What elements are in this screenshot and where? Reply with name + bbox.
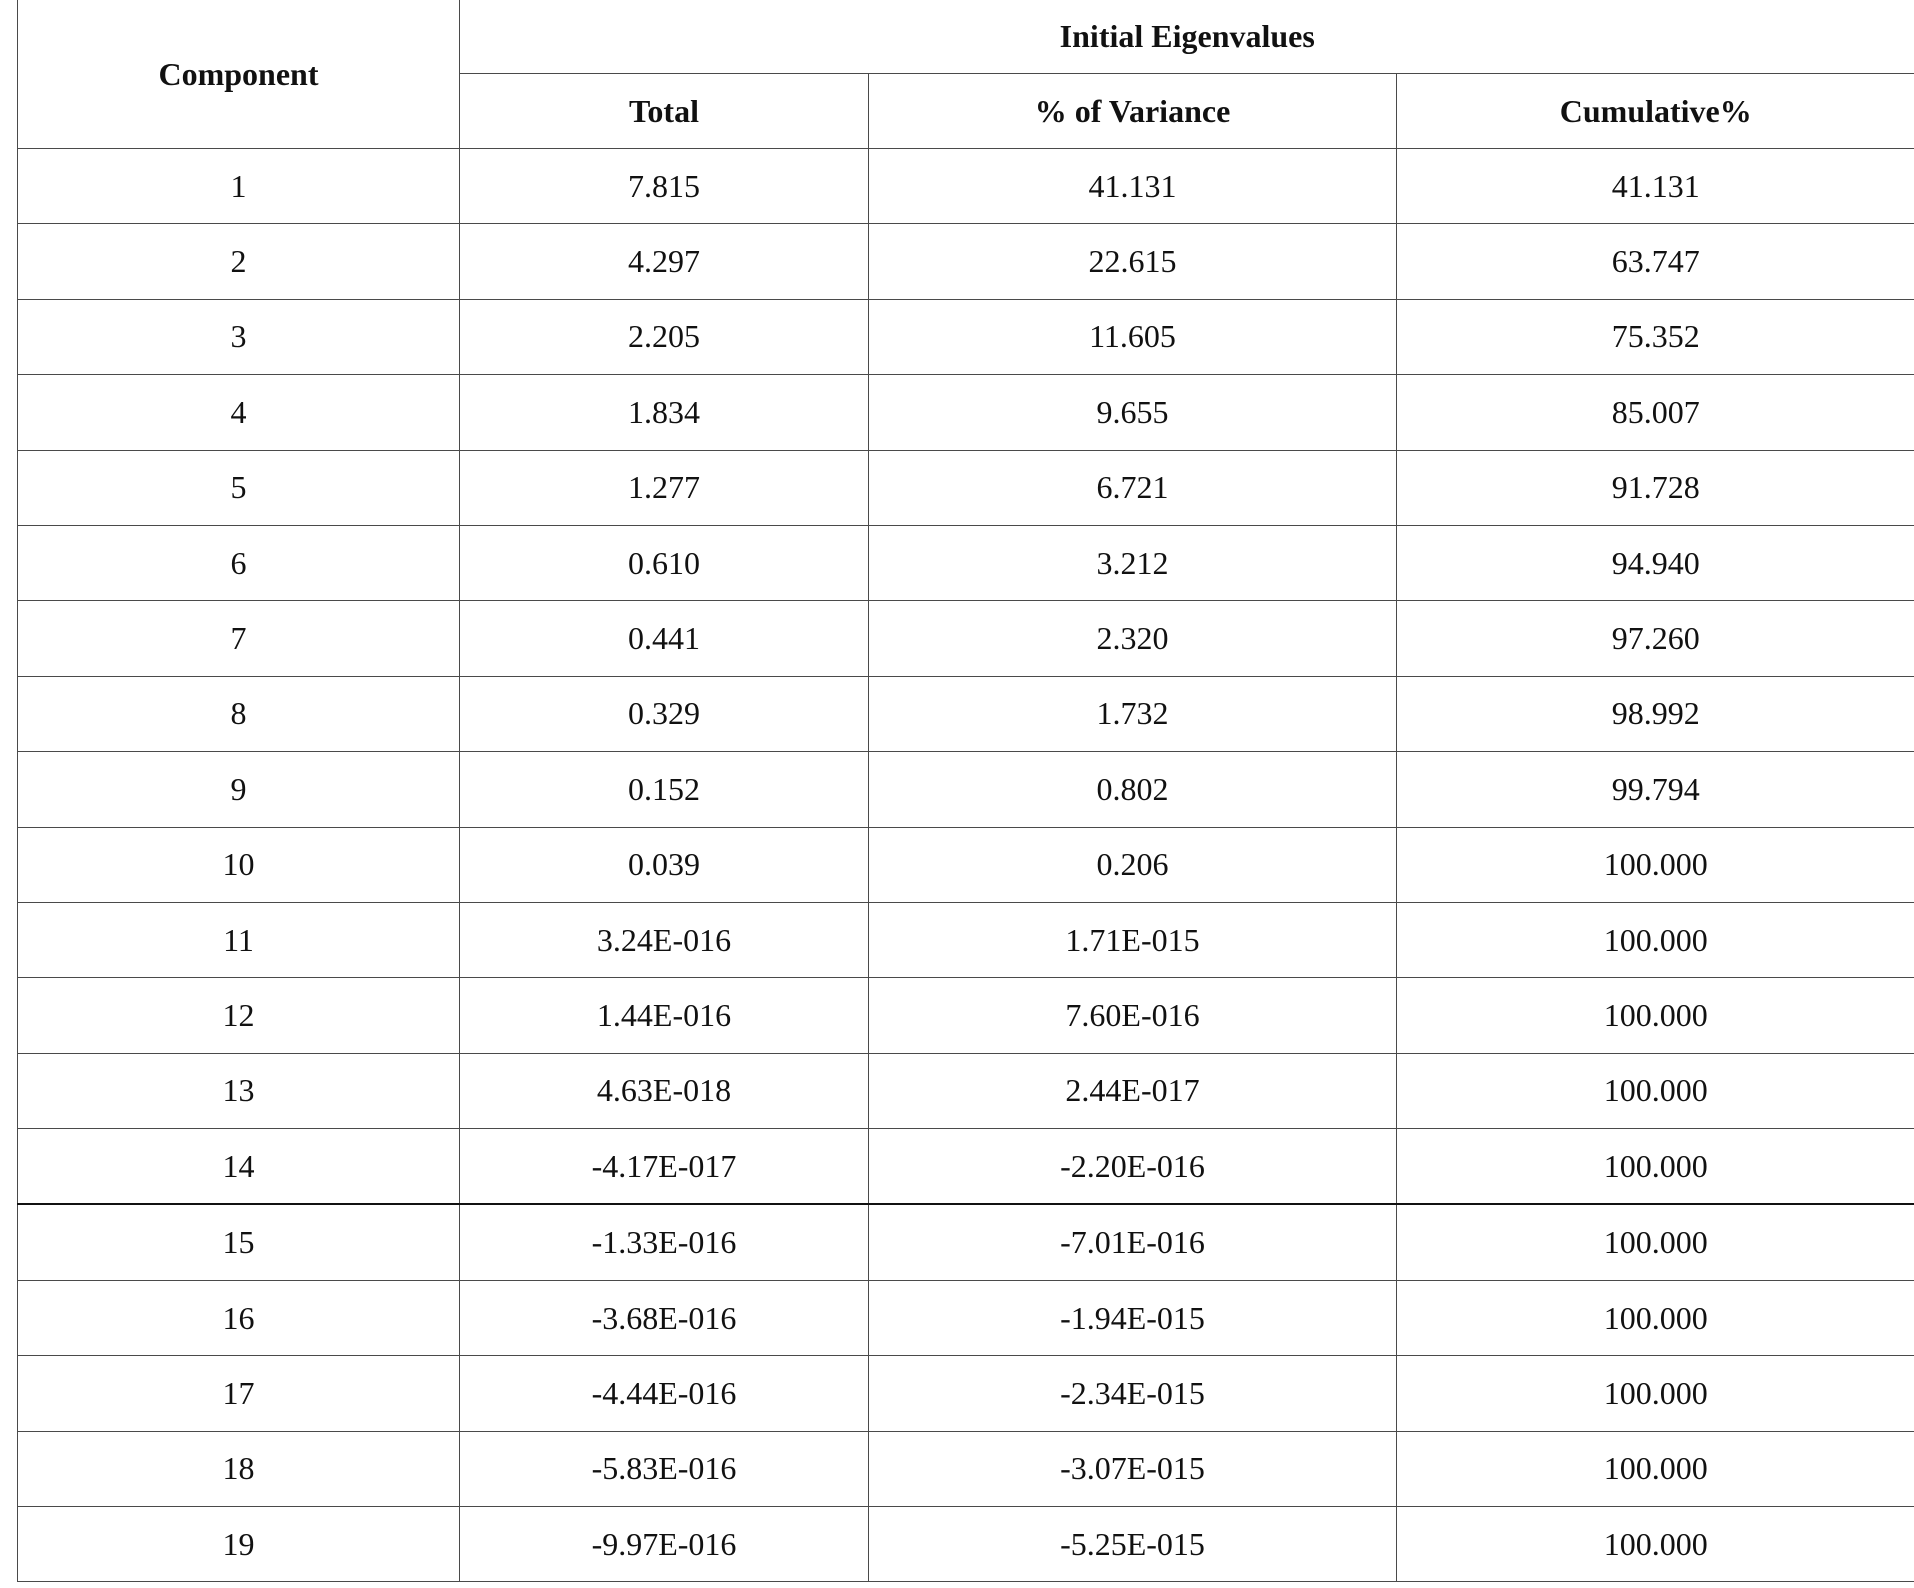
cell-variance: 0.206: [869, 827, 1397, 902]
cell-cumulative: 85.007: [1397, 375, 1914, 450]
cell-variance: 2.320: [869, 601, 1397, 676]
cell-component: 10: [18, 827, 460, 902]
cell-total: 0.329: [460, 676, 869, 751]
cell-total: -1.33E-016: [460, 1204, 869, 1280]
cell-cumulative: 97.260: [1397, 601, 1914, 676]
table-row: [18, 1356, 1914, 1431]
table-row: [18, 1431, 1914, 1506]
cell-total: 0.039: [460, 827, 869, 902]
cell-cumulative: 100.000: [1397, 1431, 1914, 1506]
cell-component: 1: [18, 149, 460, 224]
cell-total: 4.297: [460, 224, 869, 299]
table-row: [18, 1507, 1914, 1582]
cell-component: 7: [18, 601, 460, 676]
cell-component: 3: [18, 299, 460, 374]
cell-variance: 3.212: [869, 525, 1397, 600]
table-header: [18, 0, 1914, 149]
cell-total: 0.441: [460, 601, 869, 676]
cell-component: 11: [18, 902, 460, 977]
cell-cumulative: 100.000: [1397, 1204, 1914, 1280]
cell-total: -3.68E-016: [460, 1280, 869, 1355]
cell-cumulative: 91.728: [1397, 450, 1914, 525]
table-body: [18, 149, 1914, 1582]
table-row: [18, 450, 1914, 525]
cell-component: 18: [18, 1431, 460, 1506]
cell-cumulative: 94.940: [1397, 525, 1914, 600]
cell-cumulative: 75.352: [1397, 299, 1914, 374]
cell-variance: 6.721: [869, 450, 1397, 525]
table-row: [18, 299, 1914, 374]
cell-variance: -2.34E-015: [869, 1356, 1397, 1431]
cell-component: 19: [18, 1507, 460, 1582]
cell-component: 17: [18, 1356, 460, 1431]
cell-cumulative: 63.747: [1397, 224, 1914, 299]
table-row: [18, 149, 1914, 224]
cell-variance: 9.655: [869, 375, 1397, 450]
cell-total: 0.152: [460, 752, 869, 827]
cell-component: 4: [18, 375, 460, 450]
cell-total: 1.44E-016: [460, 978, 869, 1053]
cell-variance: 11.605: [869, 299, 1397, 374]
cell-component: 12: [18, 978, 460, 1053]
cell-total: -4.44E-016: [460, 1356, 869, 1431]
cell-variance: 22.615: [869, 224, 1397, 299]
cell-cumulative: 100.000: [1397, 1507, 1914, 1582]
table-row: [18, 1129, 1914, 1205]
cell-component: 6: [18, 525, 460, 600]
cell-variance: 1.71E-015: [869, 902, 1397, 977]
cell-total: -5.83E-016: [460, 1431, 869, 1506]
header-row-group: [18, 0, 1914, 74]
cell-component: 5: [18, 450, 460, 525]
table-row: [18, 676, 1914, 751]
table-row: [18, 375, 1914, 450]
cell-component: 15: [18, 1204, 460, 1280]
table-row: [18, 1204, 1914, 1280]
cell-total: 2.205: [460, 299, 869, 374]
cell-variance: 1.732: [869, 676, 1397, 751]
cell-variance: -1.94E-015: [869, 1280, 1397, 1355]
cell-variance: -3.07E-015: [869, 1431, 1397, 1506]
cell-total: -9.97E-016: [460, 1507, 869, 1582]
header-component: Component: [18, 0, 460, 149]
table-row: [18, 827, 1914, 902]
cell-cumulative: 41.131: [1397, 149, 1914, 224]
cell-cumulative: 100.000: [1397, 902, 1914, 977]
cell-total: 4.63E-018: [460, 1053, 869, 1128]
cell-variance: -2.20E-016: [869, 1129, 1397, 1205]
cell-variance: -7.01E-016: [869, 1204, 1397, 1280]
cell-cumulative: 100.000: [1397, 1356, 1914, 1431]
cell-variance: -5.25E-015: [869, 1507, 1397, 1582]
cell-total: 7.815: [460, 149, 869, 224]
cell-cumulative: 100.000: [1397, 1129, 1914, 1205]
eigenvalues-table: [17, 0, 1914, 1582]
cell-total: 1.834: [460, 375, 869, 450]
cell-variance: 7.60E-016: [869, 978, 1397, 1053]
header-variance: % of Variance: [869, 74, 1397, 149]
table-row: [18, 224, 1914, 299]
header-initial-eigenvalues: Initial Eigenvalues: [460, 0, 1914, 74]
cell-variance: 2.44E-017: [869, 1053, 1397, 1128]
cell-total: 3.24E-016: [460, 902, 869, 977]
header-cumulative: Cumulative%: [1397, 74, 1914, 149]
cell-variance: 41.131: [869, 149, 1397, 224]
cell-component: 2: [18, 224, 460, 299]
cell-component: 8: [18, 676, 460, 751]
table-row: [18, 525, 1914, 600]
cell-cumulative: 100.000: [1397, 1053, 1914, 1128]
table-row: [18, 978, 1914, 1053]
table-row: [18, 601, 1914, 676]
cell-variance: 0.802: [869, 752, 1397, 827]
table-row: [18, 1053, 1914, 1128]
cell-cumulative: 99.794: [1397, 752, 1914, 827]
cell-component: 13: [18, 1053, 460, 1128]
cell-component: 14: [18, 1129, 460, 1205]
cell-component: 9: [18, 752, 460, 827]
table-row: [18, 902, 1914, 977]
cell-total: 0.610: [460, 525, 869, 600]
cell-total: 1.277: [460, 450, 869, 525]
cell-total: -4.17E-017: [460, 1129, 869, 1205]
cell-cumulative: 100.000: [1397, 978, 1914, 1053]
table-row: [18, 1280, 1914, 1355]
cell-component: 16: [18, 1280, 460, 1355]
cell-cumulative: 100.000: [1397, 827, 1914, 902]
cell-cumulative: 98.992: [1397, 676, 1914, 751]
cell-cumulative: 100.000: [1397, 1280, 1914, 1355]
table-row: [18, 752, 1914, 827]
header-total: Total: [460, 74, 869, 149]
